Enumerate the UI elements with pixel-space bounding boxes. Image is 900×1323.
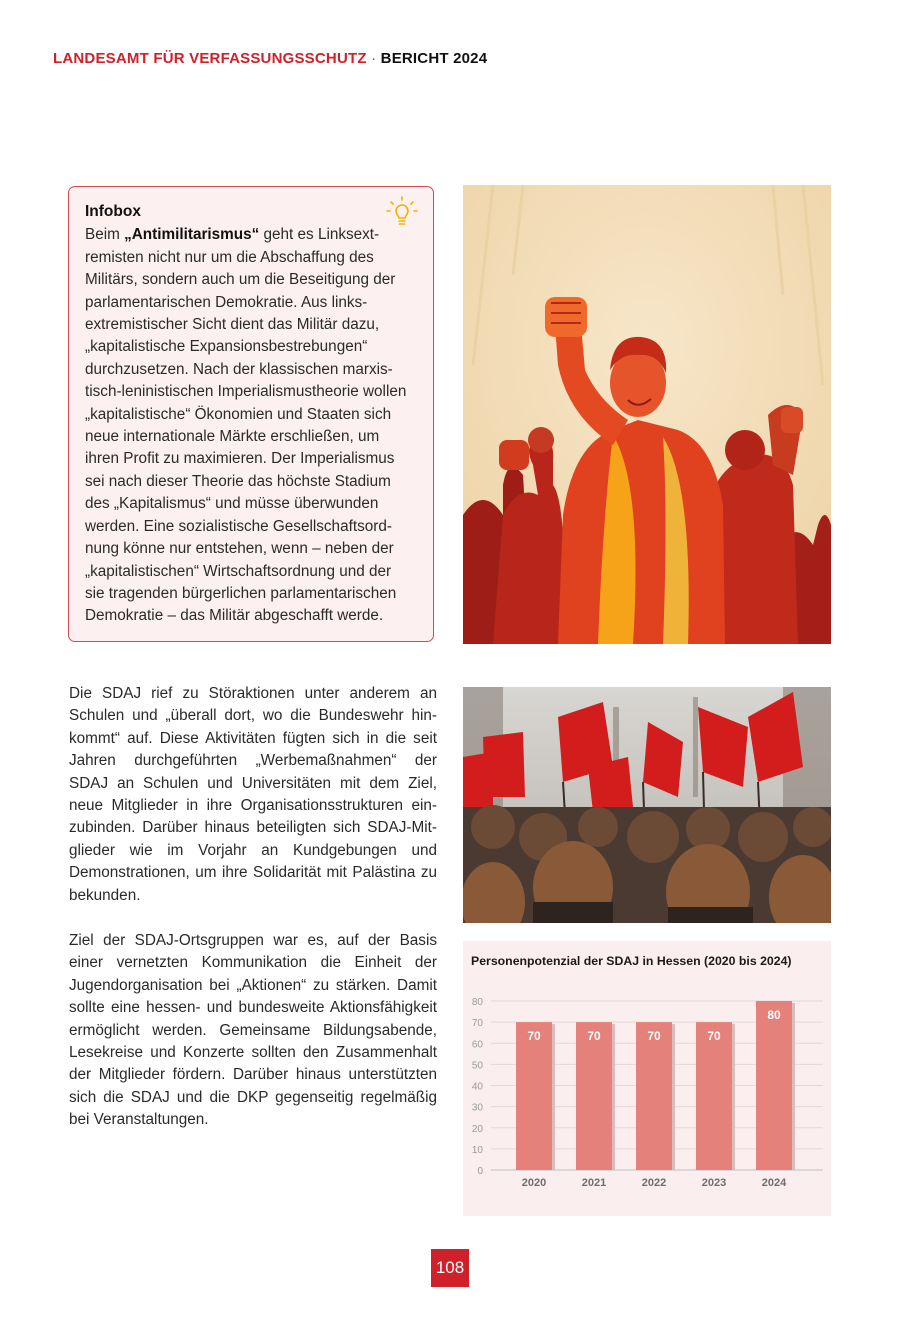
page-number: 108 <box>431 1249 469 1287</box>
y-tick-label: 70 <box>471 1018 483 1030</box>
infobox-line: Militärs, sondern auch um die Beseitigung der <box>85 271 396 289</box>
header-separator: · <box>366 50 381 67</box>
infobox-line: nung könne nur entstehen, wenn – neben der <box>85 540 394 558</box>
infobox-line: werden. Eine sozialistische Gesellschaftsord- <box>85 517 392 535</box>
bar <box>696 1022 732 1170</box>
bar-data-label: 70 <box>647 1029 661 1044</box>
y-tick-label: 80 <box>471 997 483 1008</box>
infobox-line: durchzusetzen. Nach der klassischen marxis- <box>85 360 393 378</box>
x-tick-label: 2020 <box>521 1177 547 1189</box>
bar-data-label: 70 <box>587 1029 601 1044</box>
x-tick-label: 2024 <box>761 1177 787 1189</box>
protest-illustration-image <box>463 185 831 644</box>
lightbulb-icon <box>385 195 419 229</box>
y-tick-label: 40 <box>471 1081 483 1093</box>
crowd-red-flags-photo <box>463 687 831 923</box>
y-tick-label: 10 <box>471 1144 483 1156</box>
bar-chart <box>463 941 831 1216</box>
infobox-title: Infobox <box>85 203 141 220</box>
infobox-line: neue internationale Märkte erschließen, um <box>85 428 380 446</box>
infobox-text-start: Beim <box>85 226 125 244</box>
y-tick-label: 0 <box>477 1166 483 1177</box>
infobox-line: geht es Linksext- <box>259 226 380 244</box>
infobox <box>68 186 434 642</box>
y-tick-label: 30 <box>471 1102 483 1114</box>
infobox-line: sie tragenden bürgerlichen parlamentarischen <box>85 584 397 602</box>
bar <box>516 1022 552 1170</box>
chart-title: Personenpotenzial der SDAJ in Hessen (2020 bis 2024) <box>471 954 792 968</box>
infobox-line: Demokratie – das Militär abgeschafft werde. <box>85 607 384 625</box>
bar <box>636 1022 672 1170</box>
x-tick-label: 2022 <box>641 1177 667 1189</box>
bar <box>576 1022 612 1170</box>
body-paragraph-2: Ziel der SDAJ-Ortsgruppen war es, auf der Basis einer vernetzten Kommunikation die Einheit der Jugendorganisation bei „Aktionen“ zu stärken. Damit sollte eine hessen- und bundesweite Aktionsfähigkeit ermöglicht werden. Gemeinsame Bildungsabende, Lesekreise und Konzerte sollten den Zusammenhalt der Mitglieder fördern. Darüber hinaus unterstützten sich die SDAJ und die DKP gegenseitig regelmäßig bei Veranstaltungen. <box>69 932 437 1129</box>
bar <box>756 1001 792 1170</box>
y-tick-label: 20 <box>471 1123 483 1135</box>
x-tick-label: 2021 <box>581 1177 607 1189</box>
infobox-line: „kapitalistische“ Ökonomien und Staaten sich <box>85 405 392 423</box>
infobox-line: extremistischer Sicht dient das Militär dazu, <box>85 316 380 334</box>
bar-data-label: 70 <box>527 1029 541 1044</box>
infobox-line: tisch-leninistischen Imperialismustheorie wollen <box>85 383 407 401</box>
infobox-line: des „Kapitalismus“ und müsse überwunden <box>85 495 379 513</box>
infobox-line: sei nach dieser Theorie das höchste Stadium <box>85 472 391 490</box>
running-header <box>53 50 487 67</box>
infobox-text <box>85 224 417 627</box>
x-tick-label: 2023 <box>701 1177 727 1189</box>
infobox-line: „kapitalistische Expansionsbestrebungen“ <box>85 338 368 356</box>
header-org: LANDESAMT FÜR VERFASSUNGSSCHUTZ <box>53 50 367 67</box>
infobox-line: ihren Profit zu maximieren. Der Imperialismus <box>85 450 395 468</box>
y-tick-label: 60 <box>471 1039 483 1051</box>
bar-chart-panel <box>463 941 831 1216</box>
infobox-line: remisten nicht nur um die Abschaffung des <box>85 248 374 266</box>
infobox-term: „Antimilitarismus“ <box>124 226 260 244</box>
bar-data-label: 80 <box>767 1008 781 1022</box>
header-report: BERICHT 2024 <box>380 50 488 67</box>
y-tick-label: 50 <box>471 1060 483 1072</box>
body-paragraph-1: Die SDAJ rief zu Störaktionen unter anderem an Schulen und „überall dort, wo die Bundeswehr hinkommt“ auf. Diese Aktivitäten fügten sich in die seit Jahren durchgeführten „Werbemaßnahmen“ der SDAJ an Schulen und Universitäten mit dem Ziel, neue Mitglieder in ihre Organisationsstrukturen einzubinden. Darüber hinaus beteiligten sich SDAJ-Mitglieder wie im Vorjahr an Kundgebungen und Demonstrationen, um ihre Solidarität mit Palästina zu bekunden. <box>69 685 437 904</box>
infobox-line: „kapitalistischen“ Wirtschaftsordnung und der <box>85 562 392 580</box>
infobox-line: parlamentarischen Demokratie. Aus links- <box>85 293 368 311</box>
bar-data-label: 70 <box>707 1029 721 1044</box>
